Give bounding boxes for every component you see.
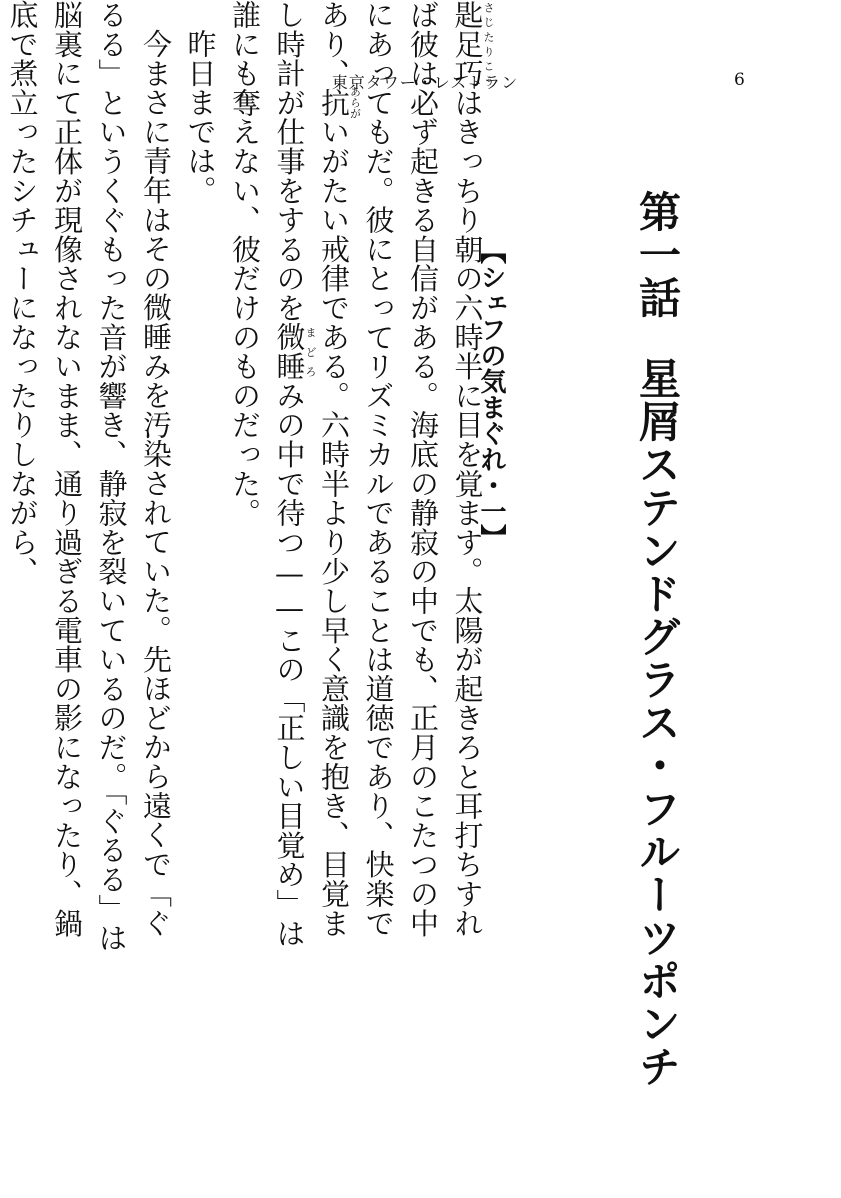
chapter-title	[633, 190, 682, 1088]
paragraph-3: 今まさに青年はその微睡みを汚染されていた。先ほどから遠くで「ぐるる」というくぐもった音が響き、静寂を裂いているのだ。「ぐるる」は脳裏にて正体が現像されないまま、通り過ぎる電車の影になったり、鍋底で煮立ったシチューになったりしながら、	[5, 0, 173, 953]
page-number: 6	[734, 70, 745, 90]
chapter-number: 第一話	[633, 190, 682, 319]
chapter-name: 星屑ステンドグラス・フルーツポンチ	[633, 357, 682, 1088]
paragraph-2: 昨日までは。	[183, 29, 218, 205]
ruby-protagonist-name: 匙足巧さじたりこう	[450, 0, 495, 88]
paragraph-1: 匙足巧さじたりこうはきっちり朝の六時半に目を覚ます。太陽が起きろと耳打ちすれば彼は必ず起きる自信がある。海底の静寂の中でも、正月のこたつの中にあってもだ。彼にとってリズミカルであることは道徳であり、快楽であり、抗あらがいがたい戒律である。六時半より少し早く意識を抱き、目覚まし時計が仕事をするのを微睡まどろみの中で待つ——この「正しい目覚め」は誰にも奪えない、彼だけのものだった。	[228, 0, 495, 948]
ruby-madoro: 微睡まどろ	[272, 322, 317, 381]
running-header: 東京タワー・レストラン	[331, 73, 519, 92]
body-text	[0, 0, 495, 960]
ruby-aragai: 抗あらが	[317, 86, 362, 120]
section-subtitle: 【シェフの気まぐれ・一】	[476, 238, 506, 550]
